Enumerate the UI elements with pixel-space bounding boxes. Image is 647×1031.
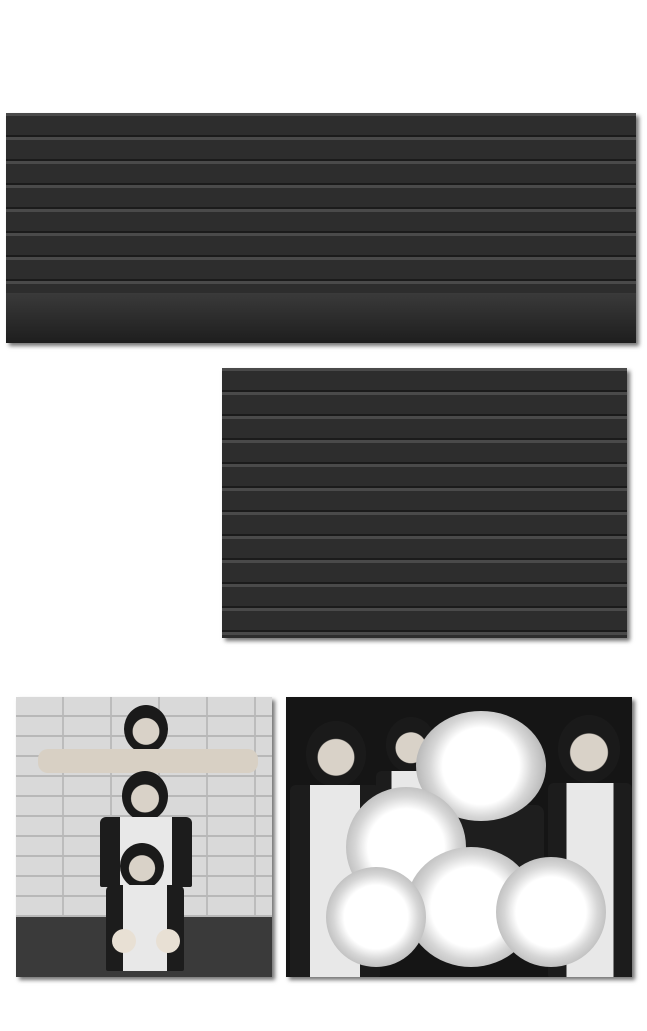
squad-photo-top [6, 113, 636, 343]
varsity-photo [222, 368, 627, 638]
cocaptains-photo [286, 697, 632, 977]
captains-photo [16, 697, 272, 977]
